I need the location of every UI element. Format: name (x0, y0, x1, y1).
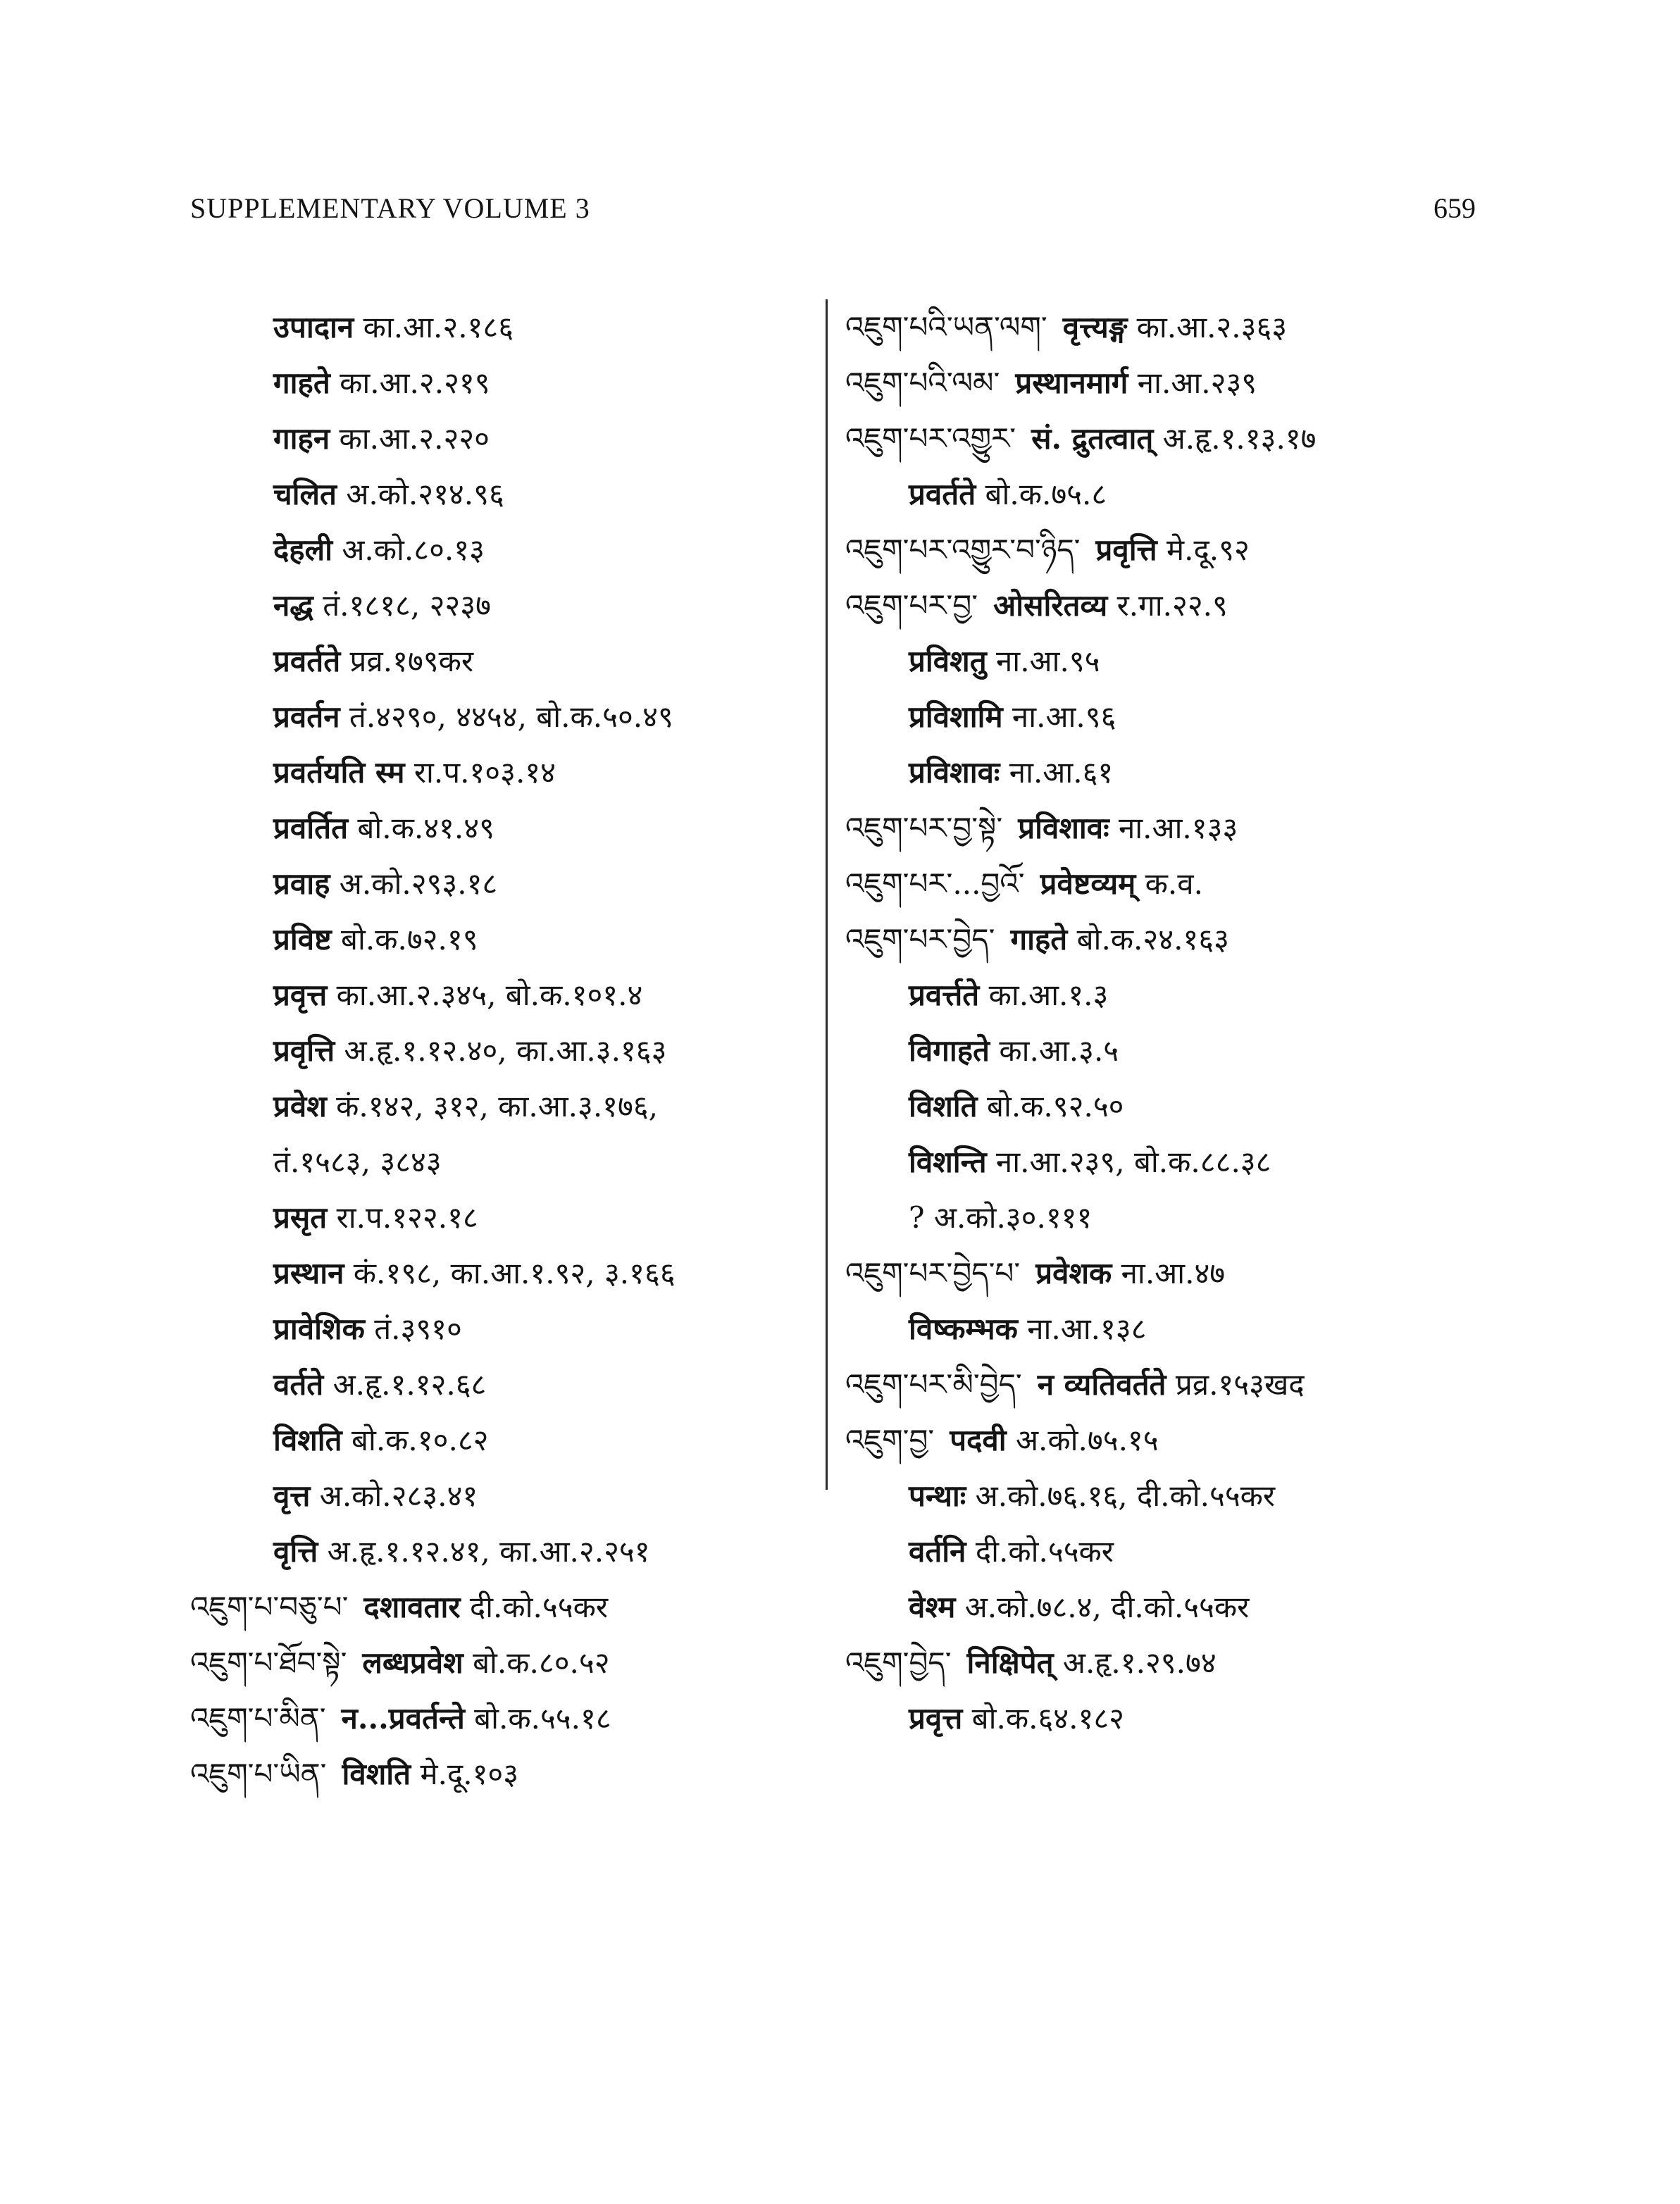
source-reference: तं.१८१८, २२३७ (323, 588, 491, 623)
source-reference: का.आ.२.२२० (339, 421, 490, 456)
source-reference: क.व. (1145, 866, 1203, 901)
sanskrit-headword: लब्धप्रवेश (362, 1645, 463, 1680)
dictionary-entry (845, 1023, 1522, 1078)
dictionary-entry (190, 355, 810, 411)
dictionary-entry (190, 1635, 810, 1691)
sanskrit-headword: प्रवर्तन (273, 699, 340, 734)
sanskrit-headword: ओसरितव्य (993, 588, 1108, 623)
sanskrit-headword: प्रसृत (273, 1200, 328, 1235)
sanskrit-headword: विष्कम्भक (909, 1312, 1018, 1346)
dictionary-entry (190, 1412, 810, 1468)
sanskrit-headword: गाहन (273, 421, 330, 456)
source-reference: ना.आ.६१ (1009, 755, 1114, 790)
source-reference: ना.आ.२३९ (1137, 366, 1257, 400)
source-reference: तं.१५८३, ३८४३ (273, 1145, 442, 1179)
source-reference: तं.३९१० (374, 1312, 462, 1346)
sanskrit-headword: प्रविष्ट (273, 922, 332, 957)
tibetan-term: འཇུག་པར་བྱ་ (845, 588, 978, 623)
dictionary-entry (845, 299, 1522, 355)
source-reference: अ.को.८०.१३ (342, 533, 485, 567)
source-reference: प्रव्र.१७९कर (349, 644, 474, 678)
dictionary-entry (190, 1190, 810, 1245)
source-reference: ना.आ.१३३ (1118, 811, 1238, 845)
tibetan-term: འཇུག་པའི་ལམ་ (845, 366, 1000, 400)
sanskrit-headword: प्रविशतु (909, 644, 987, 678)
source-reference: का.आ.१.३ (988, 978, 1109, 1012)
dictionary-entry (845, 1579, 1522, 1635)
tibetan-term: འཇུག་པར་མི་བྱེད་ (845, 1367, 1022, 1402)
sanskrit-headword: न...प्रवर्तन्ते (341, 1701, 465, 1736)
sanskrit-headword: वेश्म (909, 1590, 956, 1624)
dictionary-entry (190, 1357, 810, 1412)
sanskrit-headword: विशति (909, 1089, 978, 1123)
dictionary-entry (845, 1078, 1522, 1134)
sanskrit-headword: निक्षिपेत् (966, 1645, 1054, 1680)
dictionary-entry (845, 411, 1522, 466)
dictionary-entry (190, 856, 810, 911)
dictionary-entry (190, 1524, 810, 1579)
sanskrit-headword: प्रवेशक (1035, 1256, 1112, 1290)
source-reference: बो.क.९२.५० (986, 1089, 1124, 1123)
source-reference: रा.प.१०३.१४ (413, 755, 556, 790)
source-reference: का.आ.३.५ (999, 1033, 1119, 1068)
dictionary-entry (845, 355, 1522, 411)
dictionary-entry (190, 633, 810, 689)
sanskrit-headword: प्रविशावः (909, 755, 1000, 790)
dictionary-entry (190, 1691, 810, 1746)
dictionary-entry (190, 411, 810, 466)
source-reference: अ.हृ.१.२९.७४ (1062, 1645, 1217, 1680)
sanskrit-headword: प्रवृत्ति (273, 1033, 335, 1068)
dictionary-entry (190, 745, 810, 800)
dictionary-entry (845, 466, 1522, 522)
source-reference: अ.को.२८३.४१ (319, 1478, 478, 1513)
tibetan-term: འཇུག་བྱ་ (845, 1423, 935, 1457)
dictionary-entry (190, 689, 810, 745)
sanskrit-headword: प्रवर्तित (273, 811, 349, 845)
source-reference: ना.आ.९६ (1012, 699, 1116, 734)
dictionary-entry (845, 1691, 1522, 1746)
sanskrit-headword: वर्तनि (909, 1534, 966, 1569)
sanskrit-headword: प्रविशामि (909, 699, 1003, 734)
sanskrit-headword: प्रवाह (273, 866, 330, 901)
source-reference: का.आ.२.२१९ (340, 366, 490, 400)
source-reference: का.आ.२.३४५, बो.क.१०१.४ (336, 978, 643, 1012)
source-reference: ? अ.को.३०.१११ (909, 1200, 1093, 1235)
source-reference: कं.१४२, ३१२, का.आ.३.१७६, (336, 1089, 659, 1123)
dictionary-entry (845, 1357, 1522, 1412)
sanskrit-headword: प्रावेशिक (273, 1312, 365, 1346)
dictionary-entry (190, 1134, 810, 1190)
sanskrit-headword: नद्ध (273, 588, 313, 623)
sanskrit-headword: प्रवेश (273, 1089, 327, 1123)
dictionary-entry (845, 745, 1522, 800)
dictionary-entry (190, 1078, 810, 1134)
dictionary-entry (845, 578, 1522, 633)
sanskrit-headword: देहली (273, 533, 332, 567)
source-reference: अ.हृ.१.१२.४०, का.आ.३.१६३ (344, 1033, 667, 1068)
dictionary-entry (845, 1412, 1522, 1468)
source-reference: अ.हृ.१.१३.१७ (1162, 421, 1317, 456)
dictionary-entry (845, 967, 1522, 1023)
dictionary-entry (845, 1524, 1522, 1579)
dictionary-entry (190, 578, 810, 633)
source-reference: का.आ.२.१८६ (363, 310, 514, 344)
tibetan-term: འཇུག་བྱེད་ (845, 1645, 952, 1680)
sanskrit-headword: वृत्त (273, 1478, 311, 1513)
dictionary-entry (190, 1746, 810, 1802)
sanskrit-headword: वृत्त्यङ्ग (1062, 310, 1128, 344)
sanskrit-headword: वृत्ति (273, 1534, 318, 1569)
sanskrit-headword: न व्यतिवर्तते (1037, 1367, 1166, 1402)
right-column (845, 299, 1522, 1746)
tibetan-term: འཇུག་པ་བཅུ་པ་ (190, 1590, 349, 1624)
dictionary-entry (845, 1635, 1522, 1691)
source-reference: बो.क.४१.४९ (357, 811, 494, 845)
sanskrit-headword: विशति (342, 1757, 411, 1791)
sanskrit-headword: उपादान (273, 310, 354, 344)
source-reference: रा.प.१२२.१८ (336, 1200, 478, 1235)
sanskrit-headword: विगाहते (909, 1033, 990, 1068)
dictionary-entry (845, 1134, 1522, 1190)
sanskrit-headword: प्रवर्तते (909, 477, 976, 511)
tibetan-term: འཇུག་པར་...བྱའོ་ (845, 866, 1025, 901)
dictionary-entry (845, 1190, 1522, 1245)
left-column (190, 299, 810, 1802)
source-reference: ना.आ.९५ (996, 644, 1100, 678)
source-reference: अ.को.२९३.१८ (339, 866, 498, 901)
source-reference: मे.दू.१०३ (420, 1757, 519, 1791)
source-reference: बो.क.७५.८ (985, 477, 1107, 511)
tibetan-term: འཇུག་པ་ཐོབ་སྟེ་ (190, 1645, 347, 1680)
dictionary-entry (845, 800, 1522, 856)
page-header (190, 192, 1476, 234)
dictionary-entry (190, 1023, 810, 1078)
sanskrit-headword: विशन्ति (909, 1145, 987, 1179)
dictionary-entry (190, 1468, 810, 1524)
source-reference: बो.क.७२.१९ (341, 922, 478, 957)
source-reference: मे.दू.९२ (1166, 533, 1250, 567)
sanskrit-headword: प्रस्थानमार्ग (1015, 366, 1128, 400)
sanskrit-headword: चलित (273, 477, 337, 511)
sanskrit-headword: प्रवर्तयति स्म (273, 755, 405, 790)
dictionary-entry (845, 689, 1522, 745)
source-reference: ना.आ.४७ (1121, 1256, 1226, 1290)
sanskrit-headword: प्रवर्त्तते (909, 978, 980, 1012)
source-reference: का.आ.२.३६३ (1136, 310, 1288, 344)
source-reference: अ.को.७८.४, दी.को.५५कर (964, 1590, 1250, 1624)
source-reference: ना.आ.२३९, बो.क.८८.३८ (995, 1145, 1271, 1179)
sanskrit-headword: प्रवृत्ति (1095, 533, 1157, 567)
dictionary-entry (190, 1579, 810, 1635)
sanskrit-headword: प्रवृत्त (273, 978, 328, 1012)
sanskrit-headword: दशावतार (363, 1590, 461, 1624)
dictionary-entry (190, 967, 810, 1023)
tibetan-term: འཇུག་པ་ཡིན་ (190, 1757, 327, 1791)
dictionary-entry (845, 911, 1522, 967)
sanskrit-headword: प्रस्थान (273, 1256, 344, 1290)
sanskrit-headword: गाहते (1010, 922, 1068, 957)
tibetan-term: འཇུག་པར་འགྱུར་བ་ཉིད་ (845, 533, 1081, 567)
dictionary-entry (845, 1301, 1522, 1357)
page-number: 659 (1433, 192, 1476, 224)
tibetan-term: འཇུག་པའི་ཡན་ལག་ (845, 310, 1047, 344)
sanskrit-headword: प्रविशावः (1018, 811, 1109, 845)
source-reference: बो.क.६४.१८२ (971, 1701, 1125, 1736)
dictionary-entry (845, 1245, 1522, 1301)
dictionary-entry (845, 856, 1522, 911)
source-reference: अ.को.७६.१६, दी.को.५५कर (975, 1478, 1276, 1513)
source-reference: तं.४२९०, ४४५४, बो.क.५०.४९ (349, 699, 673, 734)
dictionary-entry (190, 466, 810, 522)
dictionary-entry (190, 1245, 810, 1301)
source-reference: दी.को.५५कर (975, 1534, 1114, 1569)
source-reference: बो.क.५५.१८ (474, 1701, 611, 1736)
dictionary-entry (190, 1301, 810, 1357)
dictionary-entry (190, 800, 810, 856)
source-reference: बो.क.१०.८२ (351, 1423, 489, 1457)
tibetan-term: འཇུག་པར་བྱེད་ (845, 922, 995, 957)
source-reference: अ.हृ.१.१२.४१, का.आ.२.२५१ (327, 1534, 650, 1569)
source-reference: र.गा.२२.९ (1116, 588, 1228, 623)
tibetan-term: འཇུག་པ་མིན་ (190, 1701, 326, 1736)
dictionary-entry (190, 911, 810, 967)
sanskrit-headword: प्रवृत्त (909, 1701, 963, 1736)
sanskrit-headword: प्रवेष्टव्यम् (1040, 866, 1136, 901)
source-reference: अ.को.७५.१५ (1015, 1423, 1159, 1457)
source-reference: कं.१९८, का.आ.१.९२, ३.१६६ (353, 1256, 676, 1290)
dictionary-entry (845, 522, 1522, 578)
dictionary-entry (845, 633, 1522, 689)
source-reference: ना.आ.१३८ (1027, 1312, 1147, 1346)
sanskrit-headword: पन्थाः (909, 1478, 966, 1513)
source-reference: प्रव्र.१५३खद (1175, 1367, 1305, 1402)
sanskrit-headword: गाहते (273, 366, 330, 400)
column-divider (826, 299, 828, 1490)
source-reference: बो.क.८०.५२ (473, 1645, 610, 1680)
dictionary-entry (190, 299, 810, 355)
tibetan-term: འཇུག་པར་འགྱུར་ (845, 421, 1016, 456)
source-reference: अ.हृ.१.१२.६८ (332, 1367, 487, 1402)
source-reference: दी.को.५५कर (469, 1590, 609, 1624)
sanskrit-headword: पदवी (950, 1423, 1007, 1457)
sanskrit-headword: प्रवर्तते (273, 644, 341, 678)
dictionary-entry (845, 1468, 1522, 1524)
sanskrit-headword: विशति (273, 1423, 342, 1457)
source-reference: बो.क.२४.१६३ (1076, 922, 1229, 957)
sanskrit-headword: सं. द्रुतत्वात् (1031, 421, 1154, 456)
running-head: SUPPLEMENTARY VOLUME 3 (190, 192, 590, 224)
tibetan-term: འཇུག་པར་བྱ་སྟེ་ (845, 811, 1003, 845)
sanskrit-headword: वर्तते (273, 1367, 324, 1402)
dictionary-entry (190, 522, 810, 578)
source-reference: अ.को.२१४.९६ (346, 477, 504, 511)
tibetan-term: འཇུག་པར་བྱེད་པ་ (845, 1256, 1021, 1290)
